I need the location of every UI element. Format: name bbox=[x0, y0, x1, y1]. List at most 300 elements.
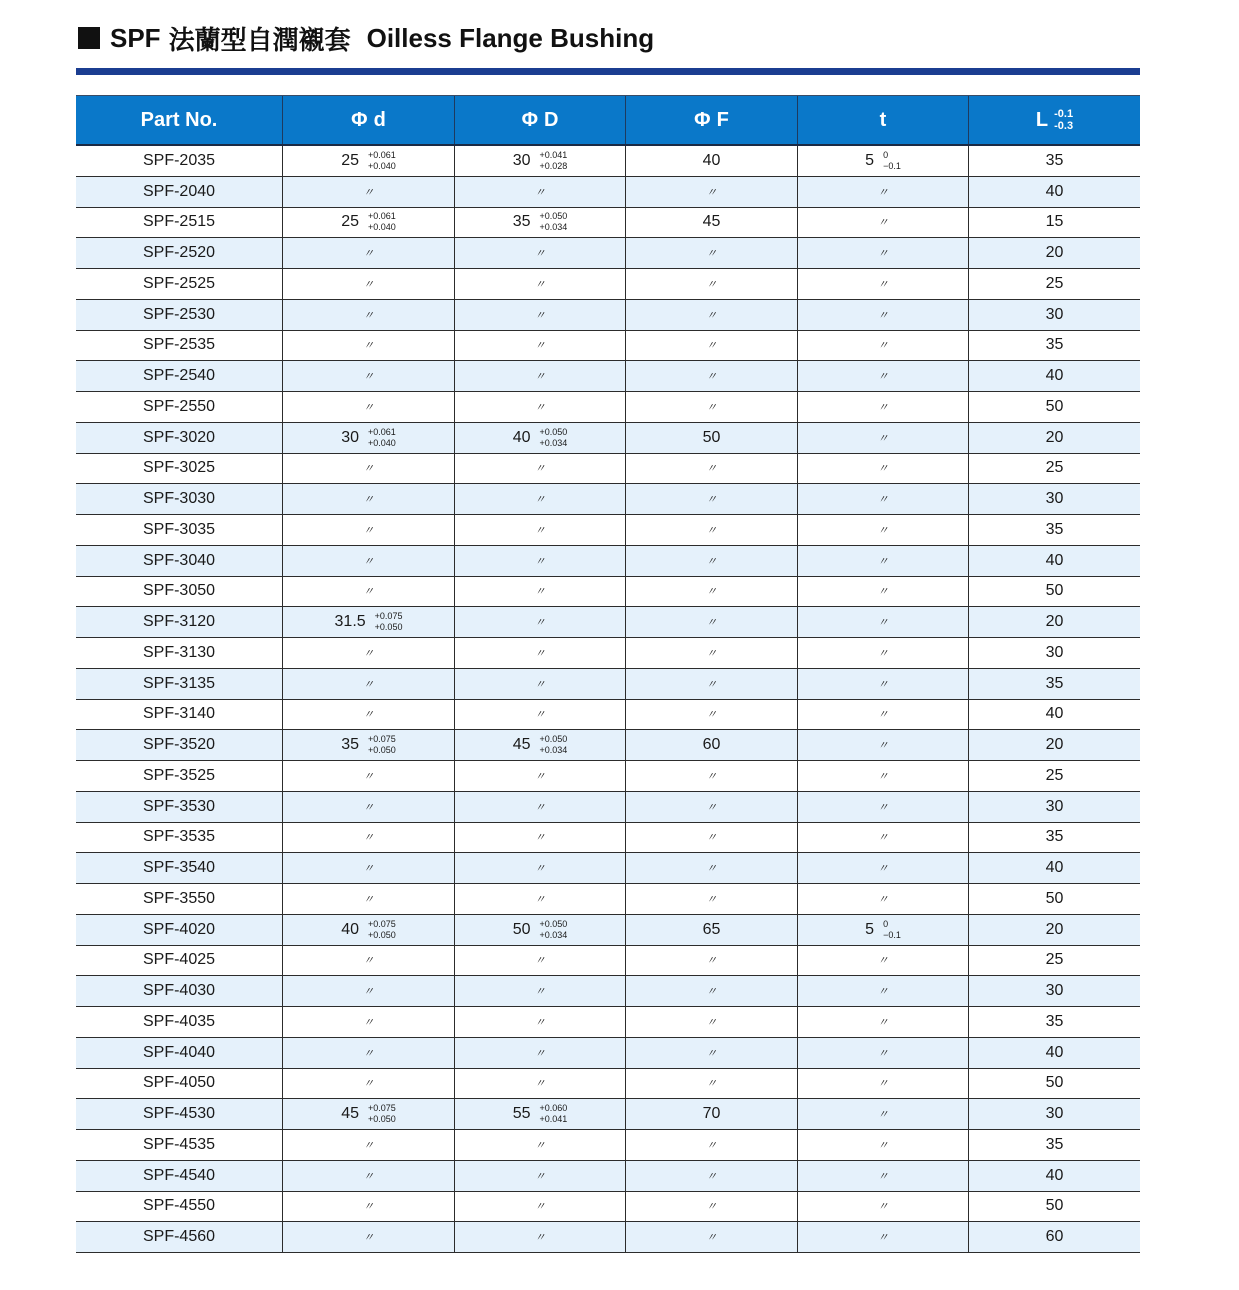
cell-flange-diameter bbox=[625, 515, 797, 545]
cell-part-no bbox=[76, 1161, 282, 1191]
cell-length bbox=[968, 577, 1140, 607]
cell-length bbox=[968, 1099, 1140, 1129]
tolerance bbox=[540, 1103, 568, 1125]
ditto-mark: 〃 bbox=[706, 1201, 717, 1214]
cell-flange-diameter bbox=[625, 638, 797, 668]
cell-value: SPF-4020 bbox=[142, 920, 216, 938]
cell-value: 60 bbox=[702, 736, 721, 754]
ditto-mark: 〃 bbox=[363, 1201, 374, 1214]
cell-flange-thickness bbox=[797, 546, 968, 576]
table-row bbox=[76, 915, 1140, 946]
ditto-mark: 〃 bbox=[363, 678, 374, 691]
table-row bbox=[76, 515, 1140, 546]
ditto-mark: 〃 bbox=[877, 647, 889, 660]
cell-value: SPF-2520 bbox=[142, 244, 216, 262]
cell-value: 35 bbox=[1045, 674, 1064, 692]
cell-flange-thickness bbox=[797, 976, 968, 1006]
ditto-mark: 〃 bbox=[534, 463, 546, 476]
tolerance-upper: +0.075 bbox=[368, 918, 396, 929]
tolerance-lower: +0.034 bbox=[539, 437, 568, 448]
cell-length bbox=[968, 1222, 1140, 1252]
table-row bbox=[76, 300, 1140, 331]
cell-length bbox=[968, 607, 1140, 637]
cell-part-no bbox=[76, 177, 282, 207]
cell-outer-diameter bbox=[454, 1069, 625, 1099]
tolerance bbox=[368, 427, 396, 449]
table-row bbox=[76, 1038, 1140, 1069]
cell-value: 25 bbox=[341, 213, 359, 231]
title-chinese: 法蘭型自潤襯套 bbox=[168, 24, 351, 55]
cell-value: SPF-3535 bbox=[142, 828, 216, 846]
cell-flange-thickness bbox=[797, 484, 968, 514]
cell-inner-diameter bbox=[282, 607, 454, 637]
cell-outer-diameter bbox=[454, 238, 625, 268]
cell-part-no bbox=[76, 238, 282, 268]
cell-flange-diameter bbox=[625, 1192, 797, 1222]
ditto-mark: 〃 bbox=[534, 1170, 546, 1183]
tolerance bbox=[368, 919, 396, 941]
cell-inner-diameter bbox=[282, 761, 454, 791]
cell-value: 25 bbox=[1045, 274, 1064, 292]
cell-value: 50 bbox=[1045, 1074, 1064, 1092]
table-row bbox=[76, 1161, 1140, 1192]
cell-outer-diameter bbox=[454, 361, 625, 391]
cell-part-no bbox=[76, 607, 282, 637]
cell-part-no bbox=[76, 853, 282, 883]
tolerance bbox=[540, 734, 568, 756]
cell-flange-thickness bbox=[797, 269, 968, 299]
cell-flange-thickness bbox=[797, 700, 968, 730]
cell-length bbox=[968, 700, 1140, 730]
cell-value: SPF-3025 bbox=[142, 459, 216, 477]
cell-value: 20 bbox=[1045, 613, 1064, 631]
cell-inner-diameter bbox=[282, 730, 454, 760]
cell-flange-diameter bbox=[625, 1161, 797, 1191]
cell-length bbox=[968, 484, 1140, 514]
ditto-mark: 〃 bbox=[534, 647, 546, 660]
cell-outer-diameter bbox=[454, 823, 625, 853]
cell-inner-diameter bbox=[282, 1038, 454, 1068]
cell-flange-thickness bbox=[797, 730, 968, 760]
ditto-mark: 〃 bbox=[877, 1109, 889, 1122]
ditto-mark: 〃 bbox=[877, 217, 889, 230]
ditto-mark: 〃 bbox=[877, 524, 889, 537]
cell-value: SPF-2540 bbox=[142, 367, 216, 385]
phi-symbol: Φ bbox=[694, 108, 711, 131]
cell-flange-diameter bbox=[625, 946, 797, 976]
cell-length bbox=[968, 946, 1140, 976]
ditto-mark: 〃 bbox=[363, 1016, 374, 1029]
ditto-mark: 〃 bbox=[877, 1016, 889, 1029]
table-row bbox=[76, 177, 1140, 208]
table-row bbox=[76, 361, 1140, 392]
ditto-mark: 〃 bbox=[706, 832, 717, 845]
cell-flange-diameter bbox=[625, 331, 797, 361]
cell-part-no bbox=[76, 638, 282, 668]
cell-flange-diameter bbox=[625, 884, 797, 914]
cell-flange-diameter bbox=[625, 1038, 797, 1068]
cell-part-no bbox=[76, 792, 282, 822]
ditto-mark: 〃 bbox=[706, 1232, 717, 1245]
ditto-mark: 〃 bbox=[706, 770, 717, 783]
cell-length bbox=[968, 1192, 1140, 1222]
cell-outer-diameter bbox=[454, 853, 625, 883]
ditto-mark: 〃 bbox=[534, 1047, 546, 1060]
ditto-mark: 〃 bbox=[534, 524, 546, 537]
cell-value: SPF-2525 bbox=[142, 274, 216, 292]
tolerance bbox=[883, 150, 901, 172]
ditto-mark: 〃 bbox=[877, 1047, 889, 1060]
cell-part-no bbox=[76, 1192, 282, 1222]
ditto-mark: 〃 bbox=[363, 371, 374, 384]
cell-outer-diameter bbox=[454, 1161, 625, 1191]
ditto-mark: 〃 bbox=[534, 494, 546, 507]
ditto-mark: 〃 bbox=[363, 863, 374, 876]
cell-value: SPF-3040 bbox=[142, 551, 216, 569]
cell-value: SPF-3540 bbox=[142, 859, 216, 877]
ditto-mark: 〃 bbox=[534, 1078, 546, 1091]
tolerance-lower: +0.040 bbox=[368, 160, 396, 171]
cell-part-no bbox=[76, 669, 282, 699]
cell-flange-thickness bbox=[797, 361, 968, 391]
cell-part-no bbox=[76, 577, 282, 607]
cell-outer-diameter bbox=[454, 884, 625, 914]
tolerance bbox=[540, 211, 568, 233]
cell-value: SPF-3020 bbox=[142, 428, 216, 446]
cell-flange-thickness bbox=[797, 423, 968, 453]
cell-outer-diameter bbox=[454, 177, 625, 207]
cell-outer-diameter bbox=[454, 577, 625, 607]
cell-flange-diameter bbox=[625, 392, 797, 422]
ditto-mark: 〃 bbox=[534, 709, 546, 722]
cell-flange-diameter bbox=[625, 577, 797, 607]
cell-length bbox=[968, 546, 1140, 576]
cell-value: SPF-4530 bbox=[142, 1105, 216, 1123]
ditto-mark: 〃 bbox=[706, 555, 717, 568]
cell-value: SPF-2035 bbox=[142, 151, 216, 169]
cell-outer-diameter bbox=[454, 700, 625, 730]
ditto-mark: 〃 bbox=[363, 893, 374, 906]
cell-outer-diameter bbox=[454, 976, 625, 1006]
cell-value: 20 bbox=[1045, 920, 1064, 938]
cell-flange-thickness bbox=[797, 607, 968, 637]
cell-value: SPF-4550 bbox=[142, 1197, 216, 1215]
cell-part-no bbox=[76, 515, 282, 545]
cell-part-no bbox=[76, 730, 282, 760]
ditto-mark: 〃 bbox=[363, 248, 374, 261]
cell-value: SPF-4540 bbox=[142, 1166, 216, 1184]
cell-outer-diameter bbox=[454, 1130, 625, 1160]
ditto-mark: 〃 bbox=[534, 278, 546, 291]
table-row bbox=[76, 946, 1140, 977]
ditto-mark: 〃 bbox=[534, 340, 546, 353]
cell-part-no bbox=[76, 423, 282, 453]
cell-length bbox=[968, 1069, 1140, 1099]
cell-value: SPF-4030 bbox=[142, 982, 216, 1000]
cell-part-no bbox=[76, 976, 282, 1006]
cell-length bbox=[968, 515, 1140, 545]
cell-inner-diameter bbox=[282, 1099, 454, 1129]
cell-value: 30 bbox=[1045, 490, 1064, 508]
tolerance-upper: +0.050 bbox=[539, 426, 568, 437]
cell-flange-diameter bbox=[625, 454, 797, 484]
cell-outer-diameter bbox=[454, 546, 625, 576]
cell-length bbox=[968, 730, 1140, 760]
cell-inner-diameter bbox=[282, 669, 454, 699]
cell-value: 35 bbox=[512, 213, 531, 231]
ditto-mark: 〃 bbox=[877, 709, 889, 722]
ditto-mark: 〃 bbox=[877, 617, 889, 630]
cell-part-no bbox=[76, 1069, 282, 1099]
tolerance-lower: +0.034 bbox=[539, 222, 568, 233]
cell-flange-thickness bbox=[797, 454, 968, 484]
ditto-mark: 〃 bbox=[706, 709, 717, 722]
cell-outer-diameter bbox=[454, 331, 625, 361]
cell-length bbox=[968, 976, 1140, 1006]
cell-part-no bbox=[76, 946, 282, 976]
ditto-mark: 〃 bbox=[706, 893, 717, 906]
cell-outer-diameter bbox=[454, 1222, 625, 1252]
table-row bbox=[76, 669, 1140, 700]
cell-inner-diameter bbox=[282, 484, 454, 514]
cell-part-no bbox=[76, 915, 282, 945]
cell-value: 30 bbox=[1045, 305, 1064, 323]
cell-part-no bbox=[76, 761, 282, 791]
cell-value: 25 bbox=[1045, 459, 1064, 477]
cell-length bbox=[968, 208, 1140, 238]
ditto-mark: 〃 bbox=[877, 678, 889, 691]
table-row bbox=[76, 484, 1140, 515]
tolerance-upper: +0.061 bbox=[368, 426, 396, 437]
ditto-mark: 〃 bbox=[534, 955, 546, 968]
cell-flange-thickness bbox=[797, 884, 968, 914]
tolerance-lower: +0.041 bbox=[539, 1114, 568, 1125]
cell-value: SPF-2040 bbox=[142, 182, 216, 200]
cell-flange-diameter bbox=[625, 1007, 797, 1037]
tolerance-upper: 0 bbox=[883, 918, 889, 929]
cell-outer-diameter bbox=[454, 915, 625, 945]
cell-value: SPF-4535 bbox=[142, 1135, 216, 1153]
tolerance-lower: +0.040 bbox=[368, 222, 396, 233]
ditto-mark: 〃 bbox=[363, 401, 374, 414]
cell-inner-diameter bbox=[282, 146, 454, 176]
cell-flange-diameter bbox=[625, 546, 797, 576]
ditto-mark: 〃 bbox=[706, 1139, 717, 1152]
ditto-mark: 〃 bbox=[877, 863, 889, 876]
cell-inner-diameter bbox=[282, 269, 454, 299]
cell-value: 25 bbox=[1045, 766, 1064, 784]
tolerance-upper: +0.050 bbox=[539, 918, 568, 929]
table-row bbox=[76, 730, 1140, 761]
tolerance bbox=[368, 734, 396, 756]
cell-part-no bbox=[76, 331, 282, 361]
table-row bbox=[76, 638, 1140, 669]
ditto-mark: 〃 bbox=[877, 832, 889, 845]
table-row bbox=[76, 423, 1140, 454]
ditto-mark: 〃 bbox=[363, 586, 374, 599]
phi-symbol: Φ bbox=[351, 108, 368, 131]
cell-inner-diameter bbox=[282, 238, 454, 268]
tolerance-upper: +0.075 bbox=[368, 734, 396, 745]
cell-value: 50 bbox=[1045, 582, 1064, 600]
cell-part-no bbox=[76, 1130, 282, 1160]
table-row bbox=[76, 1192, 1140, 1223]
header-part-no: Part No. bbox=[140, 108, 218, 131]
cell-outer-diameter bbox=[454, 1038, 625, 1068]
ditto-mark: 〃 bbox=[706, 986, 717, 999]
title-divider bbox=[76, 68, 1140, 75]
table-body bbox=[76, 146, 1140, 1253]
tolerance bbox=[368, 211, 396, 233]
cell-value: SPF-3550 bbox=[142, 889, 216, 907]
cell-flange-thickness bbox=[797, 761, 968, 791]
tolerance bbox=[540, 919, 568, 941]
cell-flange-diameter bbox=[625, 730, 797, 760]
cell-length bbox=[968, 884, 1140, 914]
table-row bbox=[76, 976, 1140, 1007]
cell-value: 20 bbox=[1045, 736, 1064, 754]
cell-outer-diameter bbox=[454, 515, 625, 545]
ditto-mark: 〃 bbox=[877, 494, 889, 507]
cell-value: 15 bbox=[1045, 213, 1064, 231]
ditto-mark: 〃 bbox=[363, 709, 374, 722]
ditto-mark: 〃 bbox=[706, 801, 717, 814]
cell-value: SPF-4040 bbox=[142, 1043, 216, 1061]
tolerance-lower: +0.050 bbox=[368, 745, 396, 756]
cell-outer-diameter bbox=[454, 208, 625, 238]
page-title bbox=[78, 20, 654, 56]
cell-flange-diameter bbox=[625, 238, 797, 268]
ditto-mark: 〃 bbox=[706, 955, 717, 968]
cell-flange-thickness bbox=[797, 669, 968, 699]
ditto-mark: 〃 bbox=[706, 248, 717, 261]
ditto-mark: 〃 bbox=[877, 1170, 889, 1183]
ditto-mark: 〃 bbox=[534, 1016, 546, 1029]
tolerance-lower: +0.040 bbox=[368, 437, 396, 448]
ditto-mark: 〃 bbox=[706, 1047, 717, 1060]
cell-value: 50 bbox=[702, 428, 721, 446]
ditto-mark: 〃 bbox=[706, 401, 717, 414]
tolerance-upper: +0.075 bbox=[368, 1103, 396, 1114]
cell-flange-diameter bbox=[625, 208, 797, 238]
ditto-mark: 〃 bbox=[706, 309, 717, 322]
cell-flange-thickness bbox=[797, 331, 968, 361]
table-row bbox=[76, 577, 1140, 608]
ditto-mark: 〃 bbox=[363, 309, 374, 322]
cell-flange-thickness bbox=[797, 577, 968, 607]
cell-flange-diameter bbox=[625, 361, 797, 391]
cell-value: SPF-3050 bbox=[142, 582, 216, 600]
cell-length bbox=[968, 853, 1140, 883]
cell-value: 55 bbox=[512, 1105, 531, 1123]
ditto-mark: 〃 bbox=[877, 186, 889, 199]
cell-value: 45 bbox=[702, 213, 721, 231]
ditto-mark: 〃 bbox=[363, 524, 374, 537]
cell-inner-diameter bbox=[282, 331, 454, 361]
cell-flange-thickness bbox=[797, 515, 968, 545]
cell-flange-diameter bbox=[625, 976, 797, 1006]
cell-flange-diameter bbox=[625, 853, 797, 883]
cell-flange-diameter bbox=[625, 761, 797, 791]
table-row bbox=[76, 607, 1140, 638]
cell-length bbox=[968, 146, 1140, 176]
cell-outer-diameter bbox=[454, 792, 625, 822]
cell-value: 5 bbox=[865, 151, 875, 169]
cell-inner-diameter bbox=[282, 515, 454, 545]
cell-part-no bbox=[76, 546, 282, 576]
cell-value: 30 bbox=[512, 151, 531, 169]
table-row bbox=[76, 1007, 1140, 1038]
cell-inner-diameter bbox=[282, 1192, 454, 1222]
cell-value: 30 bbox=[1045, 797, 1064, 815]
ditto-mark: 〃 bbox=[706, 586, 717, 599]
cell-inner-diameter bbox=[282, 792, 454, 822]
cell-value: 40 bbox=[1045, 551, 1064, 569]
cell-inner-diameter bbox=[282, 423, 454, 453]
ditto-mark: 〃 bbox=[877, 586, 889, 599]
cell-value: 20 bbox=[1045, 244, 1064, 262]
cell-value: 45 bbox=[512, 736, 531, 754]
cell-length bbox=[968, 1130, 1140, 1160]
ditto-mark: 〃 bbox=[534, 401, 546, 414]
cell-inner-diameter bbox=[282, 300, 454, 330]
tolerance bbox=[375, 611, 403, 633]
cell-inner-diameter bbox=[282, 546, 454, 576]
cell-length bbox=[968, 331, 1140, 361]
header-flange-diameter: Φ F bbox=[625, 96, 797, 144]
ditto-mark: 〃 bbox=[877, 1078, 889, 1091]
ditto-mark: 〃 bbox=[363, 278, 374, 291]
cell-part-no bbox=[76, 1038, 282, 1068]
cell-length bbox=[968, 423, 1140, 453]
cell-length bbox=[968, 1038, 1140, 1068]
ditto-mark: 〃 bbox=[877, 432, 889, 445]
cell-part-no bbox=[76, 208, 282, 238]
cell-inner-diameter bbox=[282, 915, 454, 945]
ditto-mark: 〃 bbox=[534, 1201, 546, 1214]
cell-length bbox=[968, 823, 1140, 853]
ditto-mark: 〃 bbox=[534, 617, 546, 630]
cell-flange-thickness bbox=[797, 392, 968, 422]
ditto-mark: 〃 bbox=[877, 1232, 889, 1245]
table-row bbox=[76, 1222, 1140, 1253]
cell-part-no bbox=[76, 146, 282, 176]
cell-inner-diameter bbox=[282, 361, 454, 391]
tolerance-upper: +0.050 bbox=[539, 734, 568, 745]
cell-part-no bbox=[76, 700, 282, 730]
cell-value: 50 bbox=[512, 920, 531, 938]
cell-inner-diameter bbox=[282, 946, 454, 976]
table-row bbox=[76, 1069, 1140, 1100]
cell-outer-diameter bbox=[454, 638, 625, 668]
table-row bbox=[76, 238, 1140, 269]
ditto-mark: 〃 bbox=[363, 340, 374, 353]
ditto-mark: 〃 bbox=[706, 340, 717, 353]
cell-value: 40 bbox=[1045, 1166, 1064, 1184]
cell-value: SPF-4050 bbox=[142, 1074, 216, 1092]
tolerance-lower: +0.034 bbox=[539, 745, 568, 756]
ditto-mark: 〃 bbox=[706, 494, 717, 507]
cell-value: 65 bbox=[702, 920, 721, 938]
ditto-mark: 〃 bbox=[877, 371, 889, 384]
cell-flange-diameter bbox=[625, 792, 797, 822]
ditto-mark: 〃 bbox=[877, 986, 889, 999]
cell-outer-diameter bbox=[454, 730, 625, 760]
ditto-mark: 〃 bbox=[706, 1016, 717, 1029]
tolerance bbox=[368, 150, 396, 172]
ditto-mark: 〃 bbox=[363, 463, 374, 476]
cell-value: 50 bbox=[1045, 1197, 1064, 1215]
